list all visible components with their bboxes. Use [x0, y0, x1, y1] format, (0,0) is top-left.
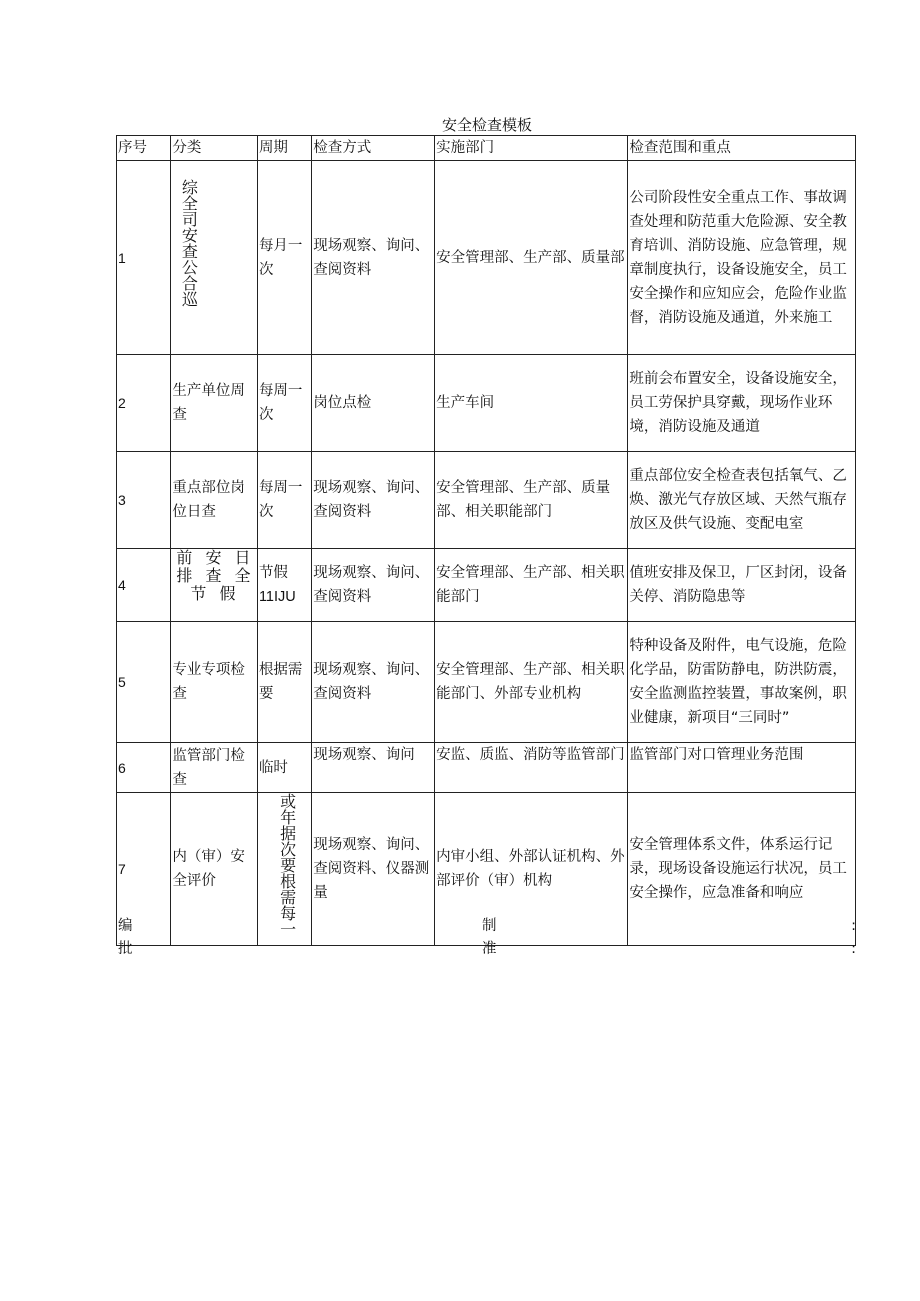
cell-dept: 生产车间 — [435, 355, 628, 452]
cell-scope: 重点部位安全检查表包括氧气、乙焕、激光气存放区域、天然气瓶存放区及供气设施、变配电室 — [628, 452, 856, 549]
cell-dept: 内审小组、外部认证机构、外部评价（审）机构 — [435, 793, 628, 946]
cell-seq: 2 — [117, 355, 171, 452]
cell-dept: 安监、质监、消防等监管部门 — [435, 743, 628, 793]
cell-period: 每周一次 — [257, 452, 311, 549]
cell-category: 生产单位周查 — [171, 355, 258, 452]
approver-colon: : — [851, 941, 856, 957]
cell-period: 根据需要 — [257, 622, 311, 743]
cell-category: 专业专项检查 — [171, 622, 258, 743]
cell-period-line: 11IJU — [258, 589, 296, 605]
cell-seq: 7 — [117, 793, 171, 946]
cell-period-line: 节假 — [258, 565, 288, 581]
cell-category-line: 排 查 全 — [176, 566, 255, 585]
editor-colon: : — [851, 918, 856, 934]
cell-dept: 安全管理部、生产部、质量部 — [435, 161, 628, 355]
cell-dept: 安全管理部、生产部、相关职能部门、外部专业机构 — [435, 622, 628, 743]
cell-method: 现场观察、询问、查阅资料、仪器测量 — [312, 793, 435, 946]
cell-period: 或年据次要根需每一 — [277, 793, 297, 937]
cell-category: 综全司安查公合巡 — [179, 179, 199, 307]
cell-category-line: 节 假 — [190, 584, 240, 603]
table-row — [117, 622, 856, 743]
header-category: 分类 — [171, 136, 258, 161]
approver-signature-line — [116, 939, 856, 959]
cell-category-line: 前 安 日 — [176, 548, 255, 567]
cell-seq: 1 — [117, 161, 171, 355]
table-row — [117, 452, 856, 549]
header-seq: 序号 — [117, 136, 171, 161]
cell-seq: 3 — [117, 452, 171, 549]
table-row — [117, 161, 856, 355]
cell-method: 现场观察、询问、查阅资料 — [312, 622, 435, 743]
cell-category: 重点部位岗位日查 — [171, 452, 258, 549]
approver-label-mid: 准 — [482, 941, 497, 957]
table-row — [117, 743, 856, 793]
cell-method: 现场观察、询问、查阅资料 — [312, 549, 435, 622]
cell-scope: 值班安排及保卫，厂区封闭，设备关停、消防隐患等 — [628, 549, 856, 622]
cell-seq: 6 — [117, 743, 171, 793]
cell-seq: 5 — [117, 622, 171, 743]
approver-label-left: 批 — [118, 941, 133, 957]
cell-category: 监管部门检查 — [171, 743, 258, 793]
cell-method: 岗位点检 — [312, 355, 435, 452]
cell-seq: 4 — [117, 549, 171, 622]
editor-label-left: 编 — [118, 918, 133, 934]
cell-method: 现场观察、询问、查阅资料 — [312, 161, 435, 355]
table-row — [117, 355, 856, 452]
editor-signature-line — [116, 916, 856, 936]
header-method: 检查方式 — [312, 136, 435, 161]
cell-method: 现场观察、询问、查阅资料 — [312, 452, 435, 549]
cell-method: 现场观察、询问 — [312, 743, 435, 793]
cell-scope: 安全管理体系文件，体系运行记录，现场设备设施运行状况，员工安全操作，应急准备和响应 — [628, 793, 856, 946]
header-dept: 实施部门 — [435, 136, 628, 161]
cell-scope: 公司阶段性安全重点工作、事故调查处理和防范重大危险源、安全教育培训、消防设施、应急管理，规章制度执行，设备设施安全，员工安全操作和应知应会，危险作业监督，消防设施及通道，外来施工 — [628, 161, 856, 355]
cell-dept: 安全管理部、生产部、相关职能部门 — [435, 549, 628, 622]
cell-scope: 特种设备及附件，电气设施，危险化学品，防雷防静电，防洪防震，安全监测监控装置，事故案例，职业健康，新项目“三同时” — [628, 622, 856, 743]
cell-scope: 班前会布置安全，设备设施安全，员工劳保护具穿戴，现场作业环境，消防设施及通道 — [628, 355, 856, 452]
cell-period: 临时 — [257, 743, 311, 793]
cell-category: 内（审）安全评价 — [171, 793, 258, 946]
inspection-table — [116, 135, 856, 946]
header-scope: 检查范围和重点 — [628, 136, 856, 161]
table-row — [117, 549, 856, 622]
header-period: 周期 — [257, 136, 311, 161]
cell-period: 每周一次 — [257, 355, 311, 452]
cell-dept: 安全管理部、生产部、质量部、相关职能部门 — [435, 452, 628, 549]
document-title: 安全检查模板 — [441, 116, 532, 134]
cell-period: 每月一次 — [257, 161, 311, 355]
cell-scope: 监管部门对口管理业务范围 — [628, 743, 856, 793]
editor-label-mid: 制 — [482, 918, 497, 934]
table-header-row — [117, 136, 856, 161]
